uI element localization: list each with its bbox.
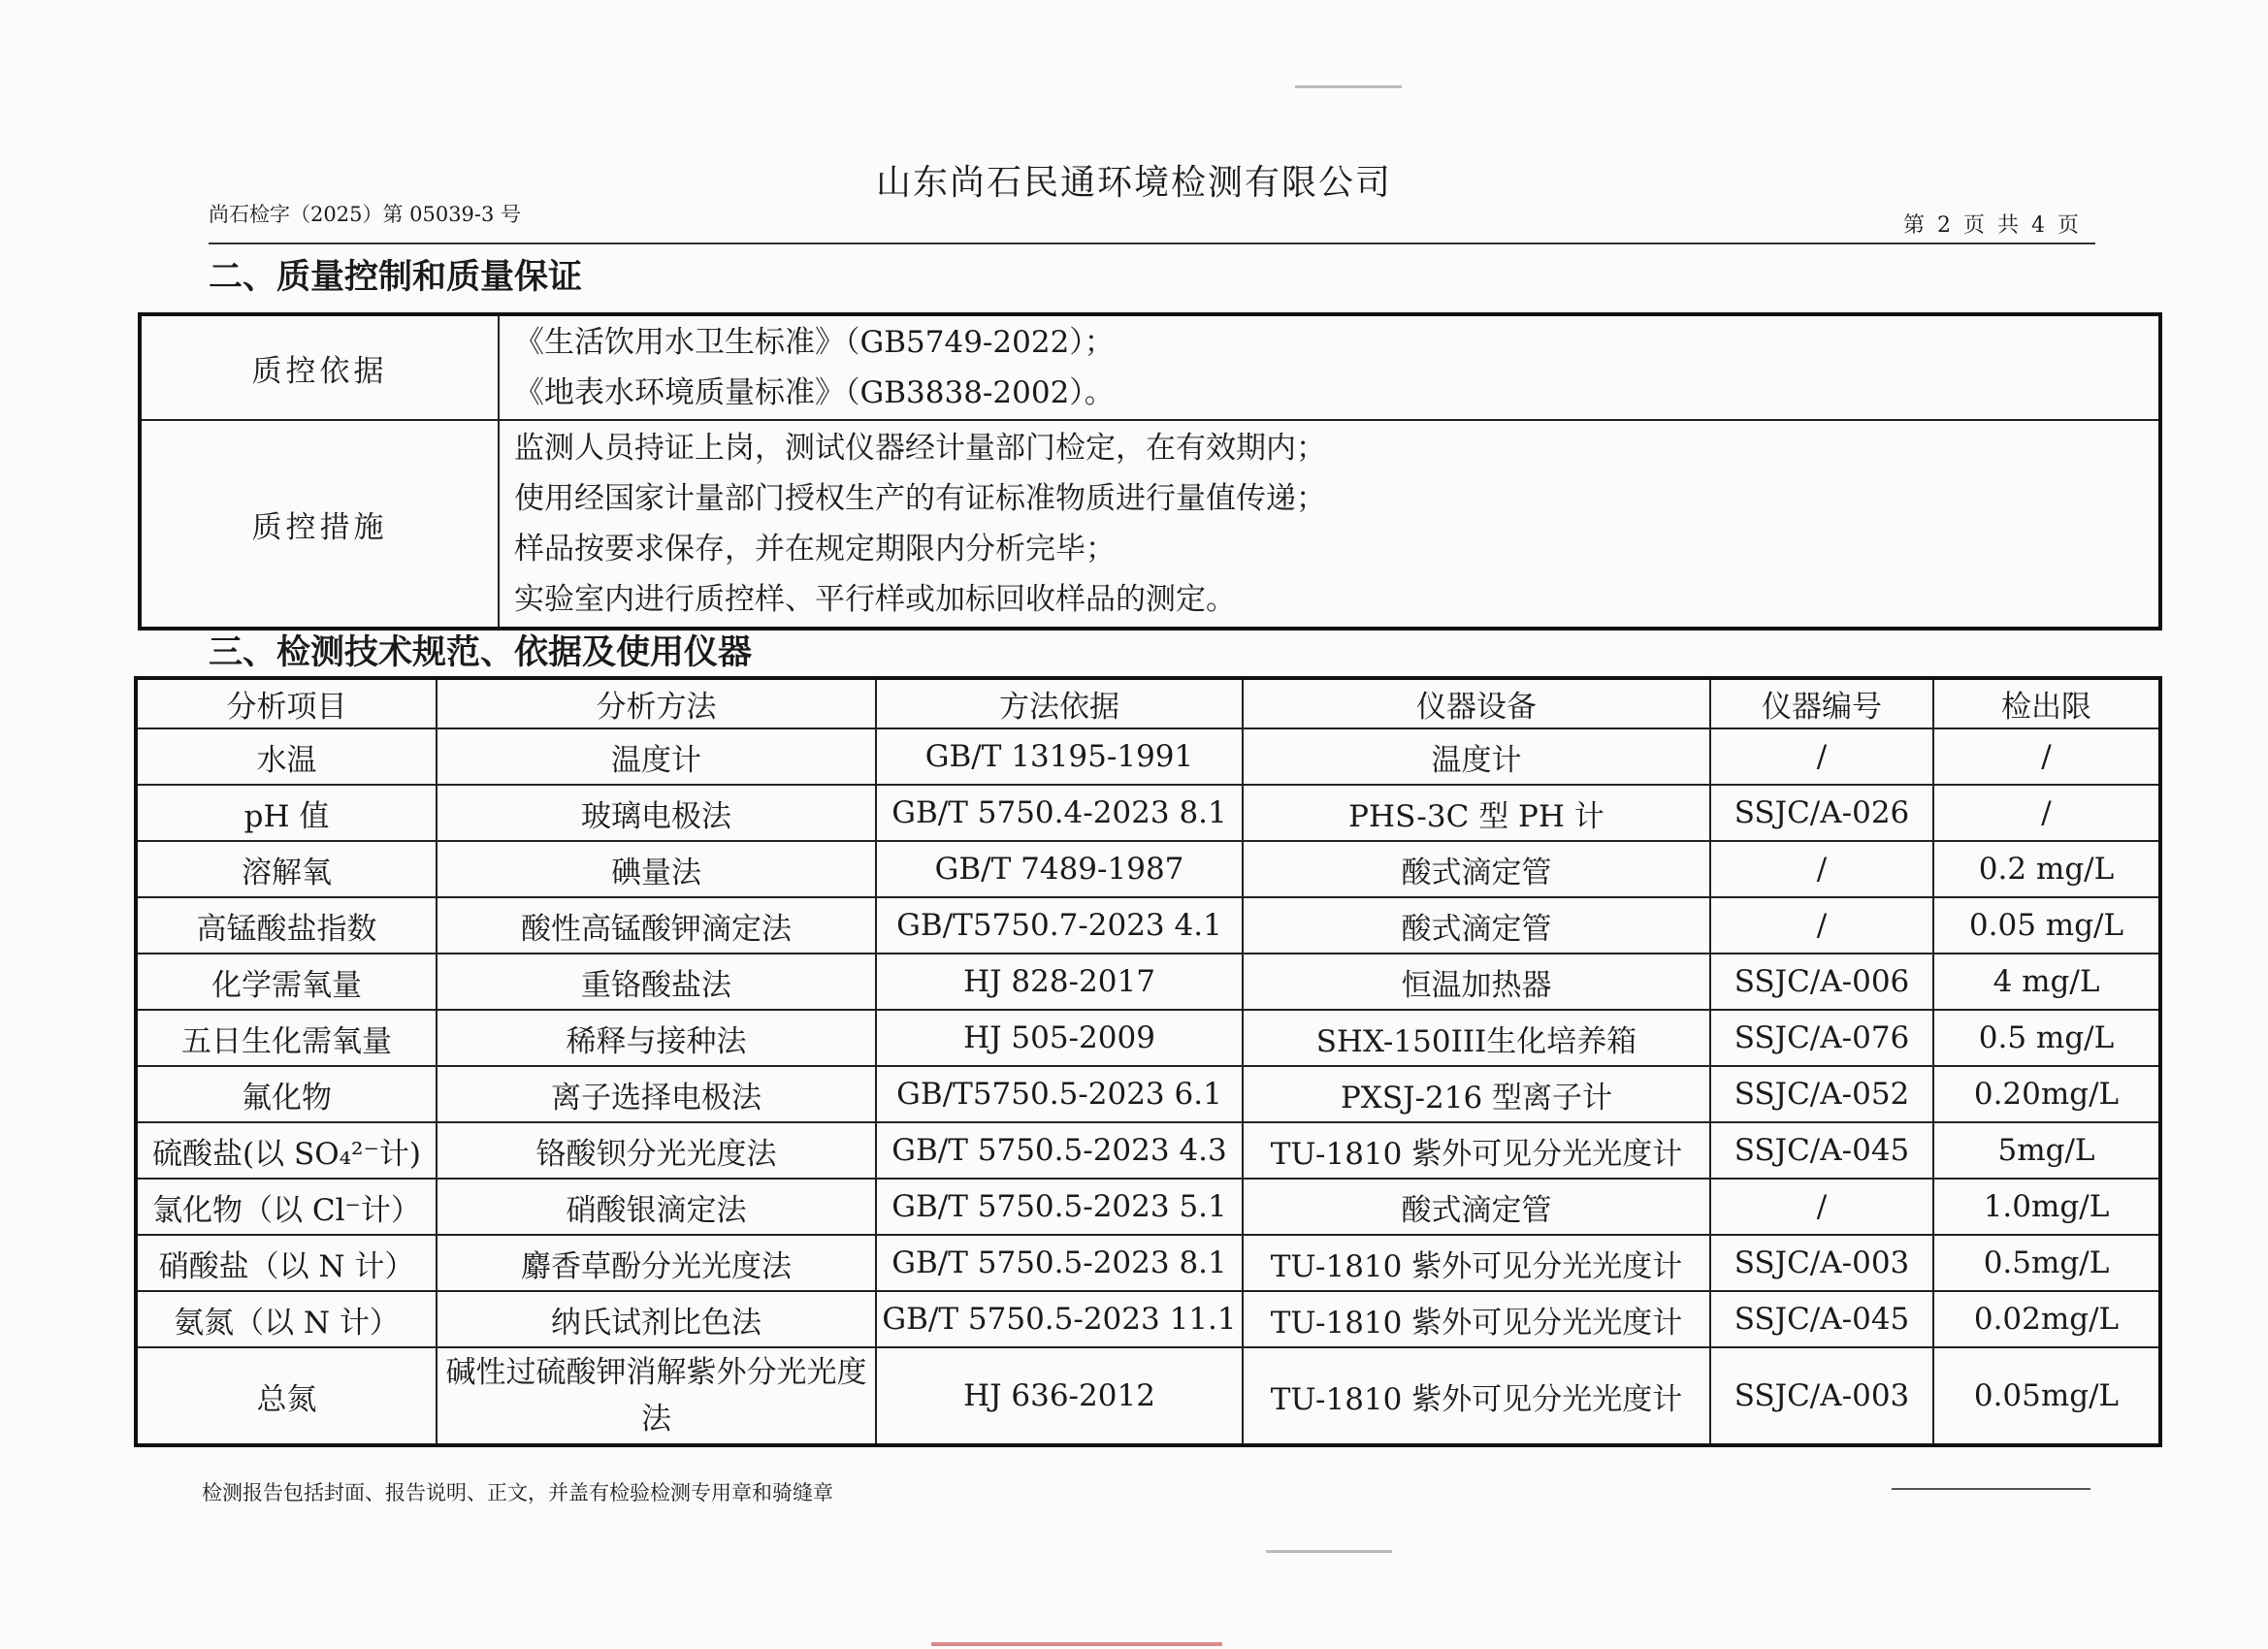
method-standard-cell: HJ 828-2017 <box>876 954 1243 1010</box>
instrument-id-cell: SSJC/A-045 <box>1710 1291 1933 1347</box>
analysis-method-cell: 玻璃电极法 <box>437 785 876 841</box>
table-row <box>136 1122 2160 1179</box>
analysis-item-cell: 溶解氧 <box>136 841 437 897</box>
analysis-method-cell: 碱性过硫酸钾消解紫外分光光度法 <box>437 1347 876 1445</box>
table-row <box>136 1010 2160 1066</box>
table-row <box>136 785 2160 841</box>
analysis-item-cell: 氟化物 <box>136 1066 437 1122</box>
detection-limit-cell: 0.05 mg/L <box>1933 897 2160 954</box>
analysis-item-cell: 水温 <box>136 728 437 785</box>
analysis-method-cell: 硝酸银滴定法 <box>437 1179 876 1235</box>
detection-limit-cell: 4 mg/L <box>1933 954 2160 1010</box>
analysis-item-cell: 氯化物（以 Cl⁻计） <box>136 1179 437 1235</box>
qc-basis-line: 《生活饮用水卫生标准》（GB5749-2022）； <box>514 325 1115 360</box>
analysis-method-cell: 碘量法 <box>437 841 876 897</box>
instrument-id-cell: SSJC/A-052 <box>1710 1066 1933 1122</box>
instrument-id-cell: SSJC/A-026 <box>1710 785 1933 841</box>
qc-basis-line: 《地表水环境质量标准》（GB3838-2002）。 <box>514 375 1115 410</box>
method-standard-cell: GB/T5750.7-2023 4.1 <box>876 897 1243 954</box>
methods-table <box>134 676 2162 1447</box>
scan-smudge <box>1295 85 1402 88</box>
method-standard-cell: GB/T 5750.5-2023 4.3 <box>876 1122 1243 1179</box>
analysis-item-cell: 氨氮（以 N 计） <box>136 1291 437 1347</box>
seal-edge-mark <box>931 1642 1222 1646</box>
table-row <box>136 1179 2160 1235</box>
col-header-detection-limit: 检出限 <box>1933 678 2160 728</box>
analysis-method-cell: 重铬酸盐法 <box>437 954 876 1010</box>
instrument-id-cell: / <box>1710 897 1933 954</box>
detection-limit-cell: 5mg/L <box>1933 1122 2160 1179</box>
qc-measures-row <box>140 420 2160 629</box>
method-standard-cell: GB/T 5750.5-2023 8.1 <box>876 1235 1243 1291</box>
instrument-cell: 酸式滴定管 <box>1243 1179 1710 1235</box>
methods-table-body <box>136 728 2160 1445</box>
instrument-cell: PHS-3C 型 PH 计 <box>1243 785 1710 841</box>
detection-limit-cell: 0.5 mg/L <box>1933 1010 2160 1066</box>
method-standard-cell: HJ 505-2009 <box>876 1010 1243 1066</box>
table-row <box>136 1347 2160 1445</box>
analysis-method-cell: 铬酸钡分光光度法 <box>437 1122 876 1179</box>
instrument-cell: TU-1810 紫外可见分光光度计 <box>1243 1291 1710 1347</box>
table-row <box>136 1291 2160 1347</box>
footer-rule <box>1892 1488 2090 1490</box>
instrument-id-cell: SSJC/A-003 <box>1710 1347 1933 1445</box>
analysis-item-cell: 硝酸盐（以 N 计） <box>136 1235 437 1291</box>
qc-basis-label: 质控依据 <box>140 314 499 420</box>
qc-measure-line: 样品按要求保存，并在规定期限内分析完毕； <box>514 532 1116 566</box>
analysis-item-cell: 化学需氧量 <box>136 954 437 1010</box>
instrument-id-cell: SSJC/A-045 <box>1710 1122 1933 1179</box>
method-standard-cell: GB/T 5750.5-2023 5.1 <box>876 1179 1243 1235</box>
instrument-cell: PXSJ-216 型离子计 <box>1243 1066 1710 1122</box>
instrument-id-cell: / <box>1710 728 1933 785</box>
detection-limit-cell: 0.2 mg/L <box>1933 841 2160 897</box>
instrument-id-cell: / <box>1710 841 1933 897</box>
analysis-item-cell: 硫酸盐(以 SO₄²⁻计) <box>136 1122 437 1179</box>
detection-limit-cell: 0.20mg/L <box>1933 1066 2160 1122</box>
method-standard-cell: HJ 636-2012 <box>876 1347 1243 1445</box>
instrument-id-cell: SSJC/A-006 <box>1710 954 1933 1010</box>
analysis-item-cell: 高锰酸盐指数 <box>136 897 437 954</box>
qc-measure-line: 实验室内进行质控样、平行样或加标回收样品的测定。 <box>514 582 1236 617</box>
col-header-standard: 方法依据 <box>876 678 1243 728</box>
qc-measure-line: 使用经国家计量部门授权生产的有证标准物质进行量值传递； <box>514 481 1326 516</box>
analysis-method-cell: 温度计 <box>437 728 876 785</box>
table-row <box>136 728 2160 785</box>
detection-limit-cell: 0.05mg/L <box>1933 1347 2160 1445</box>
methods-section-title: 三、检测技术规范、依据及使用仪器 <box>209 633 753 672</box>
header-rule <box>209 242 2095 244</box>
instrument-cell: 酸式滴定管 <box>1243 841 1710 897</box>
instrument-cell: TU-1810 紫外可见分光光度计 <box>1243 1235 1710 1291</box>
method-standard-cell: GB/T 5750.5-2023 11.1 <box>876 1291 1243 1347</box>
analysis-item-cell: 总氮 <box>136 1347 437 1445</box>
instrument-id-cell: SSJC/A-076 <box>1710 1010 1933 1066</box>
instrument-cell: 酸式滴定管 <box>1243 897 1710 954</box>
qc-basis-content <box>499 314 2160 420</box>
instrument-cell: SHX-150III生化培养箱 <box>1243 1010 1710 1066</box>
instrument-id-cell: / <box>1710 1179 1933 1235</box>
detection-limit-cell: 0.5mg/L <box>1933 1235 2160 1291</box>
analysis-method-cell: 麝香草酚分光光度法 <box>437 1235 876 1291</box>
table-row <box>136 1235 2160 1291</box>
col-header-method: 分析方法 <box>437 678 876 728</box>
col-header-instrument: 仪器设备 <box>1243 678 1710 728</box>
qc-measures-label: 质控措施 <box>140 420 499 629</box>
quality-control-table <box>138 312 2162 630</box>
method-standard-cell: GB/T 5750.4-2023 8.1 <box>876 785 1243 841</box>
col-header-item: 分析项目 <box>136 678 437 728</box>
scan-smudge <box>1266 1550 1392 1553</box>
col-header-instrument-id: 仪器编号 <box>1710 678 1933 728</box>
instrument-cell: TU-1810 紫外可见分光光度计 <box>1243 1347 1710 1445</box>
table-row <box>136 954 2160 1010</box>
detection-limit-cell: / <box>1933 785 2160 841</box>
instrument-cell: 温度计 <box>1243 728 1710 785</box>
analysis-method-cell: 稀释与接种法 <box>437 1010 876 1066</box>
analysis-method-cell: 离子选择电极法 <box>437 1066 876 1122</box>
instrument-cell: TU-1810 紫外可见分光光度计 <box>1243 1122 1710 1179</box>
page-number: 第 2 页 共 4 页 <box>1903 213 2082 238</box>
method-standard-cell: GB/T5750.5-2023 6.1 <box>876 1066 1243 1122</box>
detection-limit-cell: 1.0mg/L <box>1933 1179 2160 1235</box>
company-name: 山东尚石民通环境检测有限公司 <box>875 163 1392 203</box>
analysis-method-cell: 酸性高锰酸钾滴定法 <box>437 897 876 954</box>
analysis-item-cell: pH 值 <box>136 785 437 841</box>
table-row <box>136 1066 2160 1122</box>
method-standard-cell: GB/T 7489-1987 <box>876 841 1243 897</box>
analysis-item-cell: 五日生化需氧量 <box>136 1010 437 1066</box>
qc-measure-line: 监测人员持证上岗，测试仪器经计量部门检定，在有效期内； <box>514 431 1326 466</box>
method-standard-cell: GB/T 13195-1991 <box>876 728 1243 785</box>
detection-limit-cell: 0.02mg/L <box>1933 1291 2160 1347</box>
detection-limit-cell: / <box>1933 728 2160 785</box>
quality-section-title: 二、质量控制和质量保证 <box>209 258 583 297</box>
instrument-cell: 恒温加热器 <box>1243 954 1710 1010</box>
qc-measures-content <box>499 420 2160 629</box>
methods-header-row <box>136 678 2160 728</box>
analysis-method-cell: 纳氏试剂比色法 <box>437 1291 876 1347</box>
qc-basis-row <box>140 314 2160 420</box>
report-number: 尚石检字（2025）第 05039-3 号 <box>209 203 522 226</box>
instrument-id-cell: SSJC/A-003 <box>1710 1235 1933 1291</box>
table-row <box>136 841 2160 897</box>
table-row <box>136 897 2160 954</box>
footer-note: 检测报告包括封面、报告说明、正文，并盖有检验检测专用章和骑缝章 <box>202 1481 833 1504</box>
